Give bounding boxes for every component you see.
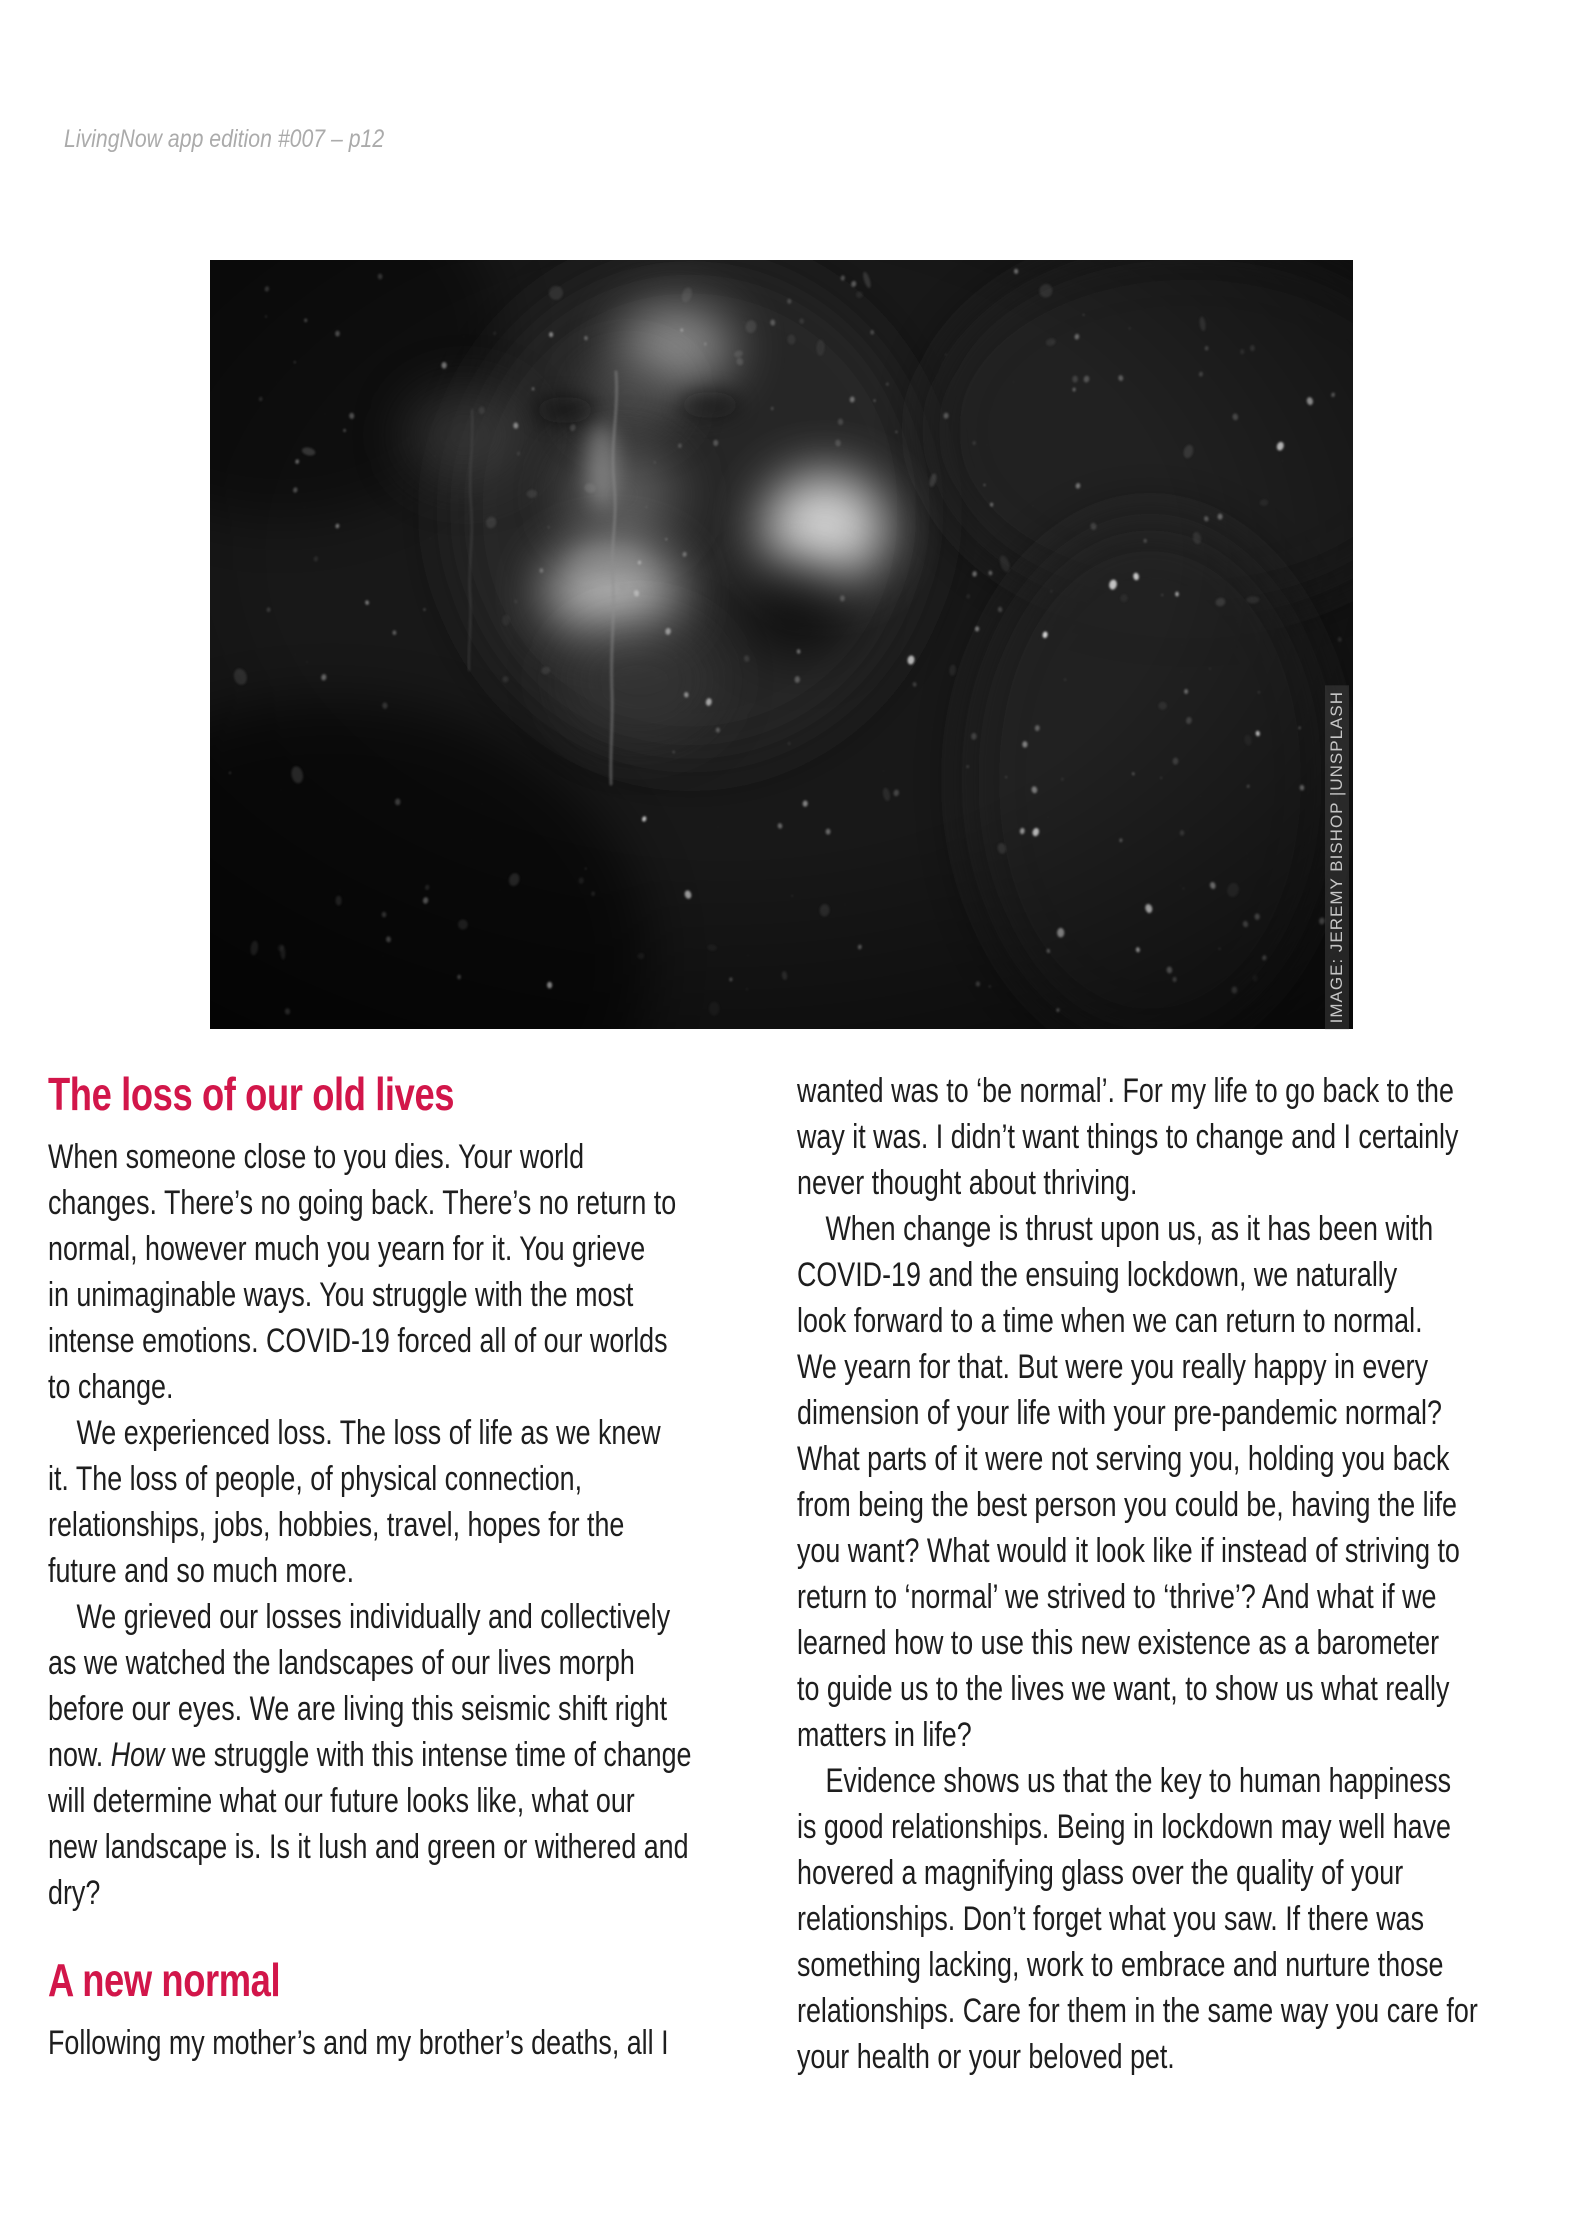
photo-credit-caption: IMAGE: JEREMY BISHOP |UNSPLASH xyxy=(1325,685,1349,1029)
article-photo xyxy=(210,260,1353,1029)
running-header: LivingNow app edition #007 – p12 xyxy=(64,125,385,153)
paragraph: We experienced loss. The loss of life as we knew it. The loss of people, of physical connection, relationships, jobs, hobbies, travel, hopes for the future and so much more. xyxy=(48,1414,661,1590)
paragraph: Evidence shows us that the key to human happiness is good relationships. Being in lockdown may well have hovered a magnifying glass over the quality of your relationships. Don’t forget what you saw. If there was something lacking, work to embrace and nurture those relationships. Care for them in the same way you care for your health or your beloved pet. xyxy=(797,1762,1478,2076)
paragraph: We grieved our losses individually and collectively as we watched the landscapes of our lives morph before our eyes. We are living this seismic shift right now. How we struggle with this intense time of change will determine what our future looks like, what our new landscape is. Is it lush and green or withered and dry? xyxy=(48,1598,692,1912)
paragraph: wanted was to ‘be normal’. For my life to go back to the way it was. I didn’t want things to change and I certainly never thought about thriving. xyxy=(797,1072,1459,1202)
paragraph: When someone close to you dies. Your world changes. There’s no going back. There’s no return to normal, however much you yearn for it. You grieve in unimaginable ways. You struggle with the most intense emotions. COVID-19 forced all of our worlds to change. xyxy=(48,1138,677,1406)
section-heading-loss: The loss of our old lives xyxy=(48,1068,455,1120)
section-heading-new-normal: A new normal xyxy=(48,1954,281,2006)
article-column-right xyxy=(797,1068,1570,2080)
paragraph: When change is thrust upon us, as it has been with COVID-19 and the ensuing lockdown, we naturally look forward to a time when we can return to normal. We yearn for that. But were you really happy in every dimension of your life with your pre-pandemic normal? What parts of it were not serving you, holding you back from being the best person you could be, having the life you want? What would it look like if instead of striving to return to ‘normal’ we strived to ‘thrive’? And what if we learned how to use this new existence as a barometer to guide us to the lives we want, to show us what really matters in life? xyxy=(797,1210,1460,1754)
paragraph: Following my mother’s and my brother’s deaths, all I xyxy=(48,2024,669,2062)
photo-vignette xyxy=(210,260,1353,1029)
rain-face-photo-art xyxy=(210,260,1353,1029)
